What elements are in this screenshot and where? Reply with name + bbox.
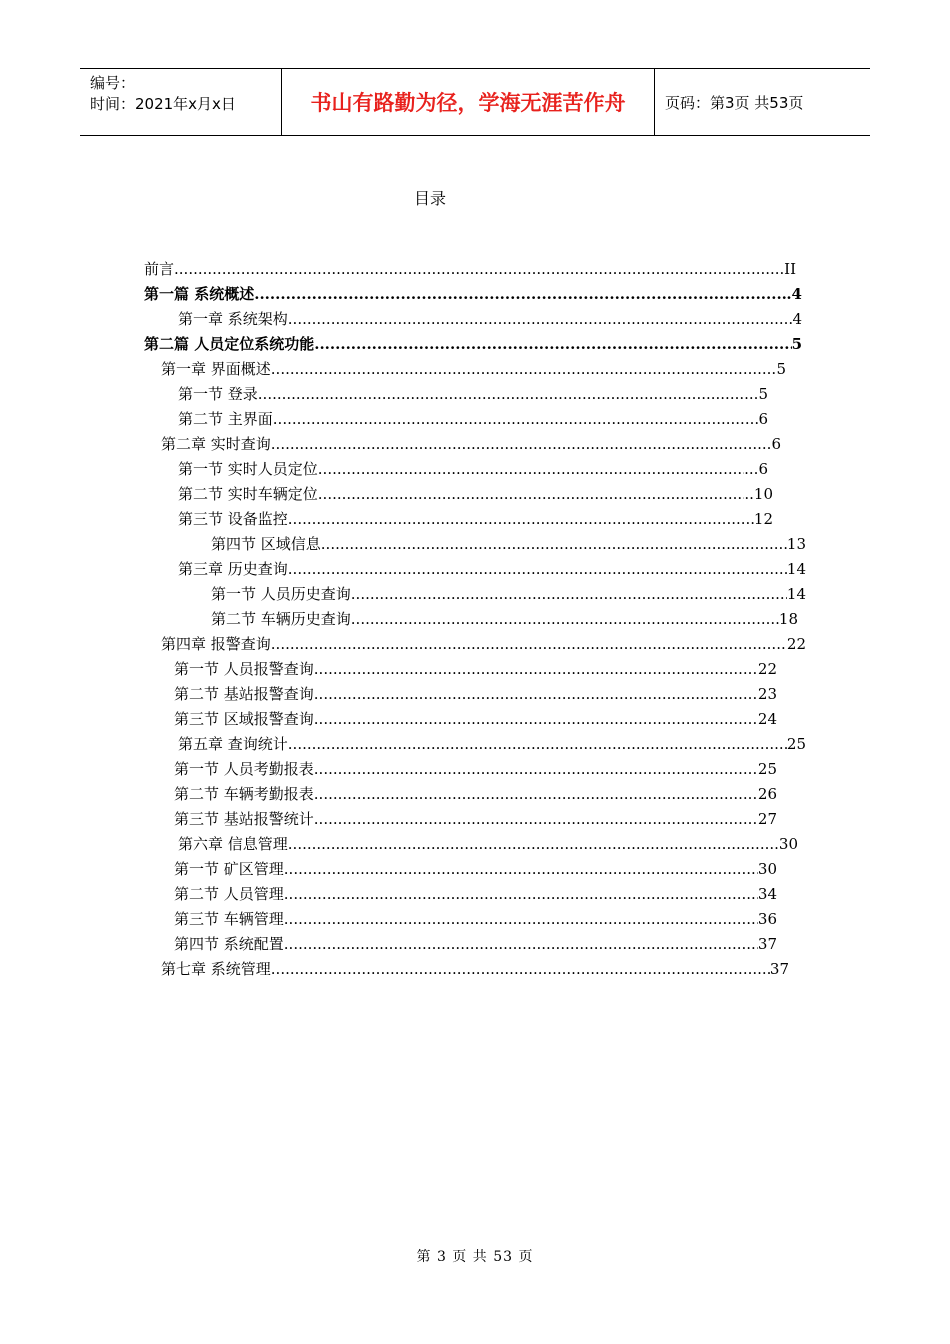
toc-entry[interactable] (144, 333, 802, 355)
toc-entry-label: 第六章 信息管理 (178, 835, 288, 853)
toc-entry-page: 5 (776, 360, 786, 378)
toc-entry[interactable] (161, 433, 781, 455)
page-footer: 第 3 页 共 53 页 (416, 1249, 534, 1265)
toc-entry[interactable] (178, 558, 806, 580)
toc-leader-dots (351, 583, 787, 605)
toc-entry[interactable] (144, 258, 796, 280)
toc-leader-dots (284, 883, 758, 905)
toc-entry-label: 第一节 矿区管理 (174, 860, 284, 878)
toc-entry-page: ..6 (761, 435, 781, 453)
toc-leader-dots (318, 458, 744, 480)
page-header (80, 68, 870, 136)
toc-entry-page: 13 (786, 535, 806, 553)
toc-entry-page: 36 (757, 910, 777, 928)
toc-entry-page: 22 (757, 660, 777, 678)
toc-entry-label: 第二节 基站报警查询 (174, 685, 314, 703)
toc-entry-page: 23 (757, 685, 777, 703)
toc-leader-dots (351, 608, 779, 630)
toc-leader-dots (288, 733, 787, 755)
toc-entry-label: 第一节 实时人员定位 (178, 460, 318, 478)
toc-entry-label: 第三节 设备监控 (178, 510, 288, 528)
toc-entry-page: II (784, 260, 796, 278)
toc-entry-page: 37 (769, 960, 789, 978)
toc-leader-dots (288, 558, 787, 580)
toc-entry-page: 37 (757, 935, 777, 953)
toc-entry[interactable] (161, 633, 806, 655)
toc-leader-dots (284, 933, 758, 955)
toc-leader-dots (271, 433, 762, 455)
toc-entry-label: 第一章 系统架构 (178, 310, 288, 328)
toc-entry-page: 14 (786, 560, 806, 578)
toc-entry[interactable] (174, 708, 777, 730)
toc-entry[interactable] (178, 483, 773, 505)
toc-entry[interactable] (178, 833, 798, 855)
toc-entry-label: 前言 (144, 260, 175, 278)
toc-entry-label: 第四节 系统配置 (174, 935, 284, 953)
toc-entry[interactable] (174, 883, 777, 905)
toc-entry[interactable] (178, 458, 768, 480)
toc-entry-label: 第一节 登录 (178, 385, 258, 403)
toc-leader-dots (273, 408, 759, 430)
toc-entry-page: 30 (778, 835, 798, 853)
toc-leader-dots (271, 633, 787, 655)
toc-leader-dots (288, 508, 754, 530)
toc-leader-dots (288, 833, 779, 855)
toc-leader-dots (314, 758, 758, 780)
toc-entry-label: 第三节 基站报警统计 (174, 810, 314, 828)
toc-leader-dots (321, 533, 787, 555)
toc-title: 目录 (413, 189, 446, 208)
toc-entry[interactable] (174, 783, 777, 805)
toc-entry-label: 第四节 区域信息 (211, 535, 321, 553)
toc-leader-dots (314, 808, 758, 830)
toc-leader-dots (271, 358, 777, 380)
toc-entry[interactable] (174, 658, 777, 680)
toc-entry-page: ..10 (744, 485, 773, 503)
toc-entry-page: 25 (786, 735, 806, 753)
toc-entry-page: 12 (753, 510, 773, 528)
toc-entry-label: 第二篇 人员定位系统功能 (144, 335, 315, 353)
toc-entry-label: 第七章 系统管理 (161, 960, 271, 978)
toc-entry-label: 第二节 实时车辆定位 (178, 485, 318, 503)
header-motto: 书山有路勤为径，学海无涯苦作舟 (282, 69, 655, 135)
toc-entry[interactable] (178, 383, 768, 405)
toc-entry-page: ...6 (744, 460, 768, 478)
toc-entry[interactable] (161, 358, 786, 380)
toc-entry[interactable] (178, 508, 773, 530)
toc-leader-dots (314, 783, 758, 805)
toc-leader-dots (288, 308, 793, 330)
toc-entry[interactable] (211, 583, 806, 605)
toc-entry-page: 5 (758, 385, 768, 403)
toc-entry-page: 26 (757, 785, 777, 803)
toc-entry[interactable] (174, 808, 777, 830)
toc-entry-label: 第一节 人员考勤报表 (174, 760, 314, 778)
toc-leader-dots (284, 908, 758, 930)
toc-leader-dots (314, 658, 758, 680)
toc-entry-page: 34 (757, 885, 777, 903)
toc-entry-label: 第一章 界面概述 (161, 360, 271, 378)
toc-entry-page: 25 (757, 760, 777, 778)
document-number-label: 编号： (90, 74, 136, 92)
toc-leader-dots (174, 258, 784, 280)
toc-entry[interactable] (174, 758, 777, 780)
toc-entry[interactable] (144, 283, 802, 305)
toc-entry-label: 第二节 车辆历史查询 (211, 610, 351, 628)
toc-leader-dots (314, 333, 791, 355)
toc-entry[interactable] (174, 908, 777, 930)
document-date-label: 时间：2021年x月x日 (90, 95, 236, 113)
toc-entry[interactable] (174, 933, 777, 955)
toc-entry-label: 第五章 查询统计 (178, 735, 288, 753)
toc-entry[interactable] (161, 958, 789, 980)
toc-leader-dots (258, 383, 759, 405)
toc-entry-label: 第三节 车辆管理 (174, 910, 284, 928)
toc-entry-page: .4 (786, 285, 802, 303)
toc-entry[interactable] (178, 733, 806, 755)
toc-entry-page: 27 (757, 810, 777, 828)
toc-leader-dots (284, 858, 758, 880)
header-page-label: 页码：第3页 共53页 (665, 93, 804, 112)
toc-entry-page: 22 (786, 635, 806, 653)
toc-entry-page: 4 (792, 310, 802, 328)
toc-entry-label: 第三章 历史查询 (178, 560, 288, 578)
toc-entry[interactable] (174, 683, 777, 705)
toc-leader-dots (254, 283, 786, 305)
toc-entry-page: 5 (791, 335, 802, 353)
toc-entry-label: 第二节 车辆考勤报表 (174, 785, 314, 803)
toc-leader-dots (314, 683, 758, 705)
toc-entry-page: 6 (758, 410, 768, 428)
toc-entry[interactable] (178, 308, 802, 330)
toc-leader-dots (318, 483, 745, 505)
toc-leader-dots (271, 958, 770, 980)
toc-leader-dots (314, 708, 758, 730)
toc-entry-page: 18 (778, 610, 798, 628)
toc-entry-page: 24 (757, 710, 777, 728)
toc-entry-page: 30 (757, 860, 777, 878)
toc-entry-label: 第二节 主界面 (178, 410, 273, 428)
toc-entry-label: 第一篇 系统概述 (144, 285, 255, 303)
toc-entry-label: 第一节 人员历史查询 (211, 585, 351, 603)
toc-entry-page: 14 (786, 585, 806, 603)
toc-entry[interactable] (178, 408, 768, 430)
toc-entry-label: 第三节 区域报警查询 (174, 710, 314, 728)
header-meta-cell (80, 69, 282, 135)
toc-entry[interactable] (174, 858, 777, 880)
toc-entry[interactable] (211, 608, 798, 630)
toc-entry-label: 第二章 实时查询 (161, 435, 271, 453)
toc-entry-label: 第二节 人员管理 (174, 885, 284, 903)
toc-entry-label: 第一节 人员报警查询 (174, 660, 314, 678)
toc-entry[interactable] (211, 533, 806, 555)
toc-entry-label: 第四章 报警查询 (161, 635, 271, 653)
